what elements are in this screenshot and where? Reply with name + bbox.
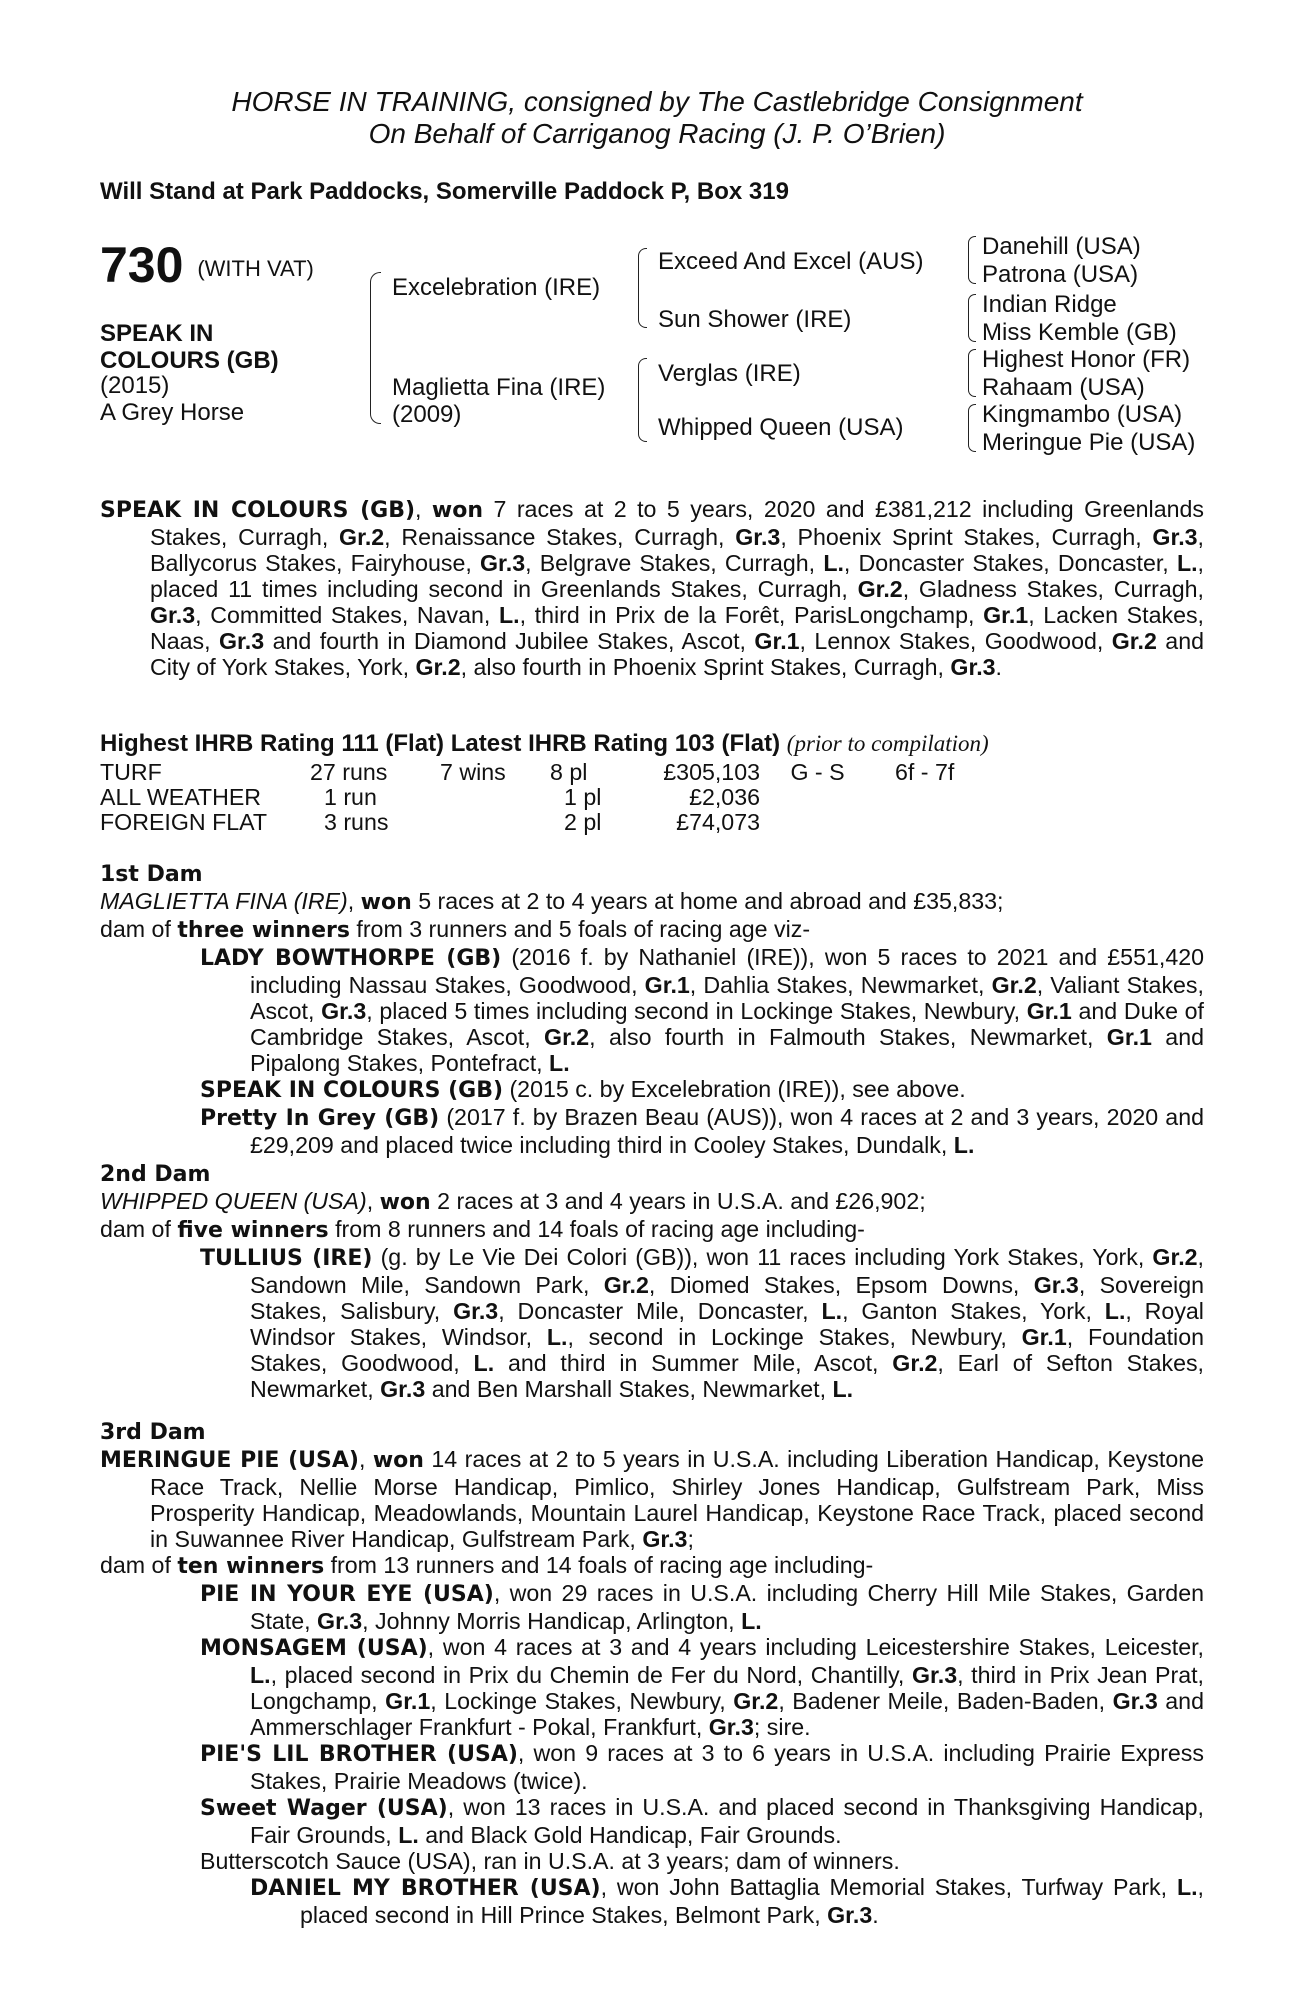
horse-description: A Grey Horse [100,399,245,426]
third-dam-name: MERINGUE PIE (USA) [100,1448,359,1473]
lot-number [100,238,314,296]
list-item: DANIEL MY BROTHER (USA), won John Battaglia Memorial Stakes, Turfway Park, L., placed second in Hill Prince Stakes, Belmont Park, Gr.3. [250,1874,1204,1928]
summary-won: won [431,498,484,523]
pedigree-dam-dam: Whipped Queen (USA) [658,414,904,441]
horse-name-line-2: COLOURS (GB) [100,347,279,374]
rating-text: Highest IHRB Rating 111 (Flat) Latest IHRB Rating 103 (Flat) [100,730,781,757]
list-item: LADY BOWTHORPE (GB) (2016 f. by Nathaniel (IRE)), won 5 races to 2021 and £551,420 including Nassau Stakes, Goodwood, Gr.1, Dahlia Stakes, Newmarket, Gr.2, Valiant Stakes, Ascot, Gr.3, placed 5 times including second in Lockinge Stakes, Newbury, Gr.1 and Duke of Cambridge Stakes, Ascot, Gr.2, also fourth in Falmouth Stakes, Newmarket, Gr.1 and Pipalong Stakes, Pontefract, L. [200,944,1205,1076]
table-row: FOREIGN FLAT 3 runs 2 pl £74,073 [100,809,760,835]
pedigree-brace-2b [638,358,647,442]
pedigree-dam-sire: Verglas (IRE) [658,360,801,387]
pedigree-gen3-3: Indian Ridge [982,291,1117,318]
pedigree-gen3-1: Danehill (USA) [982,233,1141,260]
list-item: Pretty In Grey (GB) (2017 f. by Brazen Beau (AUS)), won 4 races at 2 and 3 years, 2020 and £29,209 and placed twice including third in Cooley Stakes, Dundalk, L. [200,1104,1204,1158]
third-dam-heading: 3rd Dam [100,1420,206,1445]
list-item: MONSAGEM (USA), won 4 races at 3 and 4 years including Leicestershire Stakes, Leicester, L., placed second in Prix du Chemin de Fer du Nord, Chantilly, Gr.3, third in Prix Jean Prat, Longchamp, Gr.1, Lockinge Stakes, Newbury, Gr.2, Badener Meile, Baden-Baden, Gr.3 and Ammerschlager Frankfurt - Pokal, Frankfurt, Gr.3; sire. [200,1634,1204,1740]
second-dam-name: WHIPPED QUEEN (USA) [100,1188,367,1214]
pedigree-dam: Maglietta Fina (IRE) [392,374,606,401]
third-dam-section: 3rd Dam MERINGUE PIE (USA), won 14 races at 2 to 5 years in U.S.A. including Liberation Handicap, Keystone Race Track, Nellie Morse Handicap, Pimlico, Shirley Jones Handicap, Gulfstream Park, Miss Prosperity Handicap, Meadowlands, Mountain Laurel Handicap, Keystone Race Track, placed second in Suwannee River Handicap, Gulfstream Park, Gr.3; dam of ten winners from 13 runners and 14 foals of racing age including- PIE IN YOUR EYE (USA), won 29 races in U.S.A. including Cherry Hill Mile Stakes, Garden State, Gr.3, Johnny Morris Handicap, Arlington, L. MONSAGEM (USA), won 4 races at 3 and 4 years including Leicestershire Stakes, Leicester, L., placed second in Prix du Chemin de Fer du Nord, Chantilly, Gr.3, third in Prix Jean Prat, Longchamp, Gr.1, Lockinge Stakes, Newbury, Gr.2, Badener Meile, Baden-Baden, Gr.3 and Ammerschlager Frankfurt - Pokal, Frankfurt, Gr.3; sire. PIE'S LIL BROTHER (USA), won 9 races at 3 to 6 years in U.S.A. including Prairie Express Stakes, Prairie Meadows (twice). Sweet Wager (USA), won 13 races in U.S.A. and placed second in Thanksgiving Handicap, Fair Grounds, L. and Black Gold Handicap, Fair Grounds. Butterscotch Sauce (USA), ran in U.S.A. at 3 years; dam of winners. DANIEL MY BROTHER (USA), won John Battaglia Memorial Stakes, Turfway Park, L., placed second in Hill Prince Stakes, Belmont Park, Gr.3. [100,1420,1204,1928]
pedigree-gen3-2: Patrona (USA) [982,261,1139,288]
rating-note: (prior to compilation) [786,731,989,756]
pedigree-brace-3a [968,236,976,284]
summary-horse-name: SPEAK IN COLOURS (GB) [100,498,416,523]
header-line-2: On Behalf of Carriganog Racing (J. P. O’Brien) [368,118,946,149]
table-row: TURF 27 runs 7 wins 8 pl £305,103 G - S 6f - 7f [100,759,955,785]
pedigree-sire: Excelebration (IRE) [392,274,601,301]
pedigree-brace-2a [638,248,647,328]
ihrb-rating [100,730,989,758]
first-dam-section: 1st Dam MAGLIETTA FINA (IRE), won 5 races at 2 to 4 years at home and abroad and £35,833; dam of three winners from 3 runners and 5 foals of racing age viz- LADY BOWTHORPE (GB) (2016 f. by Nathaniel (IRE)), won 5 races to 2021 and £551,420 including Nassau Stakes, Goodwood, Gr.1, Dahlia Stakes, Newmarket, Gr.2, Valiant Stakes, Ascot, Gr.3, placed 5 times including second in Lockinge Stakes, Newbury, Gr.1 and Duke of Cambridge Stakes, Ascot, Gr.2, also fourth in Falmouth Stakes, Newmarket, Gr.1 and Pipalong Stakes, Pontefract, L. SPEAK IN COLOURS (GB) (2015 c. by Excelebration (IRE)), see above. Pretty In Grey (GB) (2017 f. by Brazen Beau (AUS)), won 4 races at 2 and 3 years, 2020 and £29,209 and placed twice including third in Cooley Stakes, Dundalk, L. [100,862,1205,1158]
horse-name [100,320,279,374]
pedigree-sire-sire: Exceed And Excel (AUS) [658,248,924,275]
pedigree-dam-year: (2009) [392,401,462,428]
horse-meta [100,372,244,426]
vat-note: (WITH VAT) [197,255,314,281]
list-item: PIE'S LIL BROTHER (USA), won 9 races at 3 to 6 years in U.S.A. including Prairie Express Stakes, Prairie Meadows (twice). [200,1740,1204,1794]
list-item: Butterscotch Sauce (USA), ran in U.S.A. at 3 years; dam of winners. [200,1848,900,1874]
horse-year: (2015) [100,372,170,399]
race-record-table [100,760,954,835]
first-dam-heading: 1st Dam [100,862,203,887]
pedigree-sire-dam: Sun Shower (IRE) [658,306,852,333]
pedigree-gen3-4: Miss Kemble (GB) [982,319,1177,346]
table-row: ALL WEATHER 1 run 1 pl £2,036 [100,784,760,810]
lot-number-value: 730 [100,237,184,293]
pedigree-brace-3d [968,404,976,452]
second-dam-section: 2nd Dam WHIPPED QUEEN (USA), won 2 races at 3 and 4 years in U.S.A. and £26,902; dam of five winners from 8 runners and 14 foals of racing age including- TULLIUS (IRE) (g. by Le Vie Dei Colori (GB)), won 11 races including York Stakes, York, Gr.2, Sandown Mile, Sandown Park, Gr.2, Diomed Stakes, Epsom Downs, Gr.3, Sovereign Stakes, Salisbury, Gr.3, Doncaster Mile, Doncaster, L., Ganton Stakes, York, L., Royal Windsor Stakes, Windsor, L., second in Lockinge Stakes, Newbury, Gr.1, Foundation Stakes, Goodwood, L. and third in Summer Mile, Ascot, Gr.2, Earl of Sefton Stakes, Newmarket, Gr.3 and Ben Marshall Stakes, Newmarket, L. [100,1162,1204,1402]
horse-name-line-1: SPEAK IN [100,320,214,347]
race-summary: SPEAK IN COLOURS (GB), won 7 races at 2 to 5 years, 2020 and £381,212 including Greenlands Stakes, Curragh, Gr.2, Renaissance Stakes, Curragh, Gr.3, Phoenix Sprint Stakes, Curragh, Gr.3, Ballycorus Stakes, Fairyhouse, Gr.3, Belgrave Stakes, Curragh, L., Doncaster Stakes, Doncaster, L., placed 11 times including second in Greenlands Stakes, Curragh, Gr.2, Gladness Stakes, Curragh, Gr.3, Committed Stakes, Navan, L., third in Prix de la Forêt, ParisLongchamp, Gr.1, Lacken Stakes, Naas, Gr.3 and fourth in Diamond Jubilee Stakes, Ascot, Gr.1, Lennox Stakes, Goodwood, Gr.2 and City of York Stakes, York, Gr.2, also fourth in Phoenix Sprint Stakes, Curragh, Gr.3. [100,496,1204,680]
list-item: Sweet Wager (USA), won 13 races in U.S.A. and placed second in Thanksgiving Handicap, Fair Grounds, L. and Black Gold Handicap, Fair Grounds. [200,1794,1204,1848]
pedigree-gen3-5: Highest Honor (FR) [982,346,1191,373]
header-line-1: HORSE IN TRAINING, consigned by The Castlebridge Consignment [231,86,1083,117]
pedigree-gen3-6: Rahaam (USA) [982,374,1145,401]
pedigree-gen3-7: Kingmambo (USA) [982,401,1183,428]
list-item: PIE IN YOUR EYE (USA), won 29 races in U.S.A. including Cherry Hill Mile Stakes, Garden State, Gr.3, Johnny Morris Handicap, Arlington, L. [200,1580,1204,1634]
list-item: TULLIUS (IRE) (g. by Le Vie Dei Colori (GB)), won 11 races including York Stakes, York, Gr.2, Sandown Mile, Sandown Park, Gr.2, Diomed Stakes, Epsom Downs, Gr.3, Sovereign Stakes, Salisbury, Gr.3, Doncaster Mile, Doncaster, L., Ganton Stakes, York, L., Royal Windsor Stakes, Windsor, L., second in Lockinge Stakes, Newbury, Gr.1, Foundation Stakes, Goodwood, L. and third in Summer Mile, Ascot, Gr.2, Earl of Sefton Stakes, Newmarket, Gr.3 and Ben Marshall Stakes, Newmarket, L. [200,1244,1204,1402]
second-dam-heading: 2nd Dam [100,1162,211,1187]
pedigree-brace-1 [370,272,381,424]
pedigree-brace-3b [968,294,976,342]
list-item: SPEAK IN COLOURS (GB) (2015 c. by Excelebration (IRE)), see above. [200,1076,966,1103]
stand-location: Will Stand at Park Paddocks, Somerville Paddock P, Box 319 [100,178,789,205]
pedigree-gen3-8: Meringue Pie (USA) [982,429,1196,456]
pedigree-brace-3c [968,349,976,397]
first-dam-name: MAGLIETTA FINA (IRE) [100,888,348,914]
